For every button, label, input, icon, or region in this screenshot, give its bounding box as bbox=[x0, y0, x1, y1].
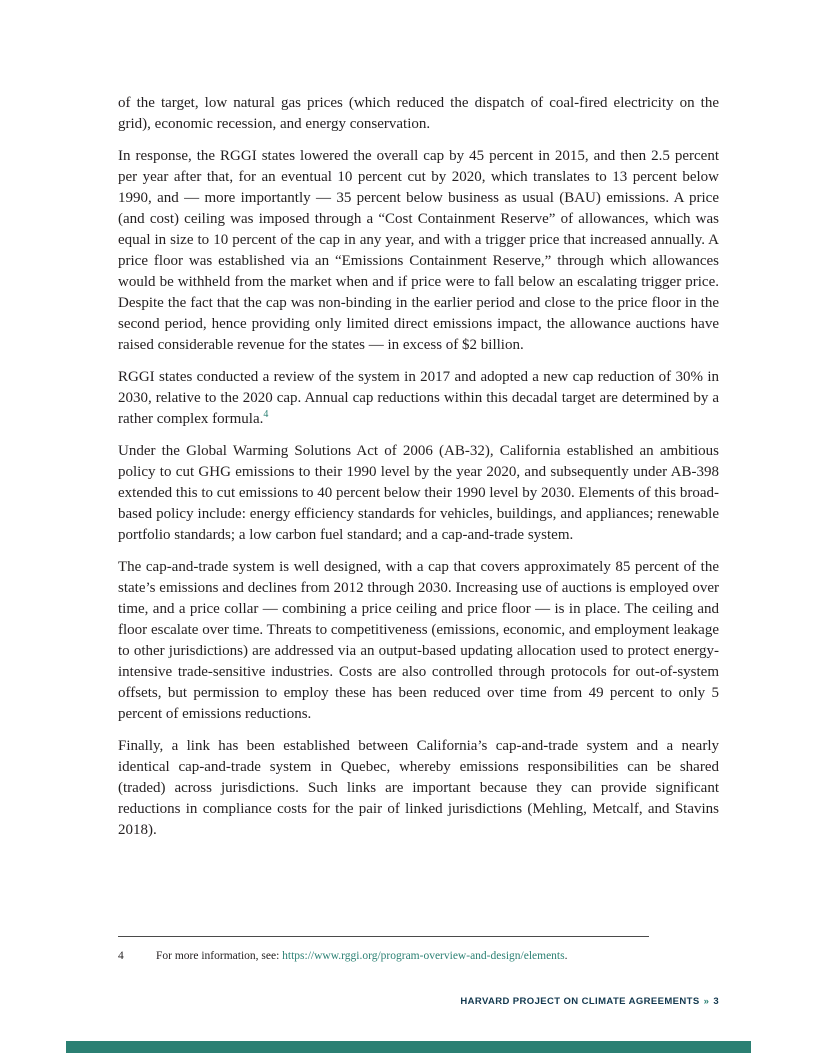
footnote-link[interactable]: https://www.rggi.org/program-overview-and-design/elements bbox=[282, 950, 565, 962]
footnote-text bbox=[156, 949, 567, 964]
paragraph bbox=[118, 367, 719, 430]
bottom-accent-bar bbox=[66, 1041, 751, 1053]
footnote-number: 4 bbox=[118, 950, 124, 962]
footnote-area bbox=[118, 930, 719, 964]
footnote bbox=[118, 949, 719, 964]
text-column bbox=[118, 93, 719, 852]
footer-separator-chevron: » bbox=[703, 996, 710, 1007]
footnote-ref: 4 bbox=[263, 409, 269, 420]
footer-page-number: 3 bbox=[713, 996, 719, 1007]
paragraph: In response, the RGGI states lowered the overall cap by 45 percent in 2015, and then 2.5 percent per year after that, for an eventual 10 percent cut by 2020, which translates to 13 percent below 1990, and — more importantly — 35 percent below business as usual (BAU) emissions. A price (and cost) ceiling was imposed through a “Cost Containment Reserve” of allowances, which was equal in size to 10 percent of the cap in any year, and with a trigger price that increased annually. A price floor was established via an “Emissions Containment Reserve,” through which allowances would be withheld from the market when and if price were to fall below an escalating trigger price. Despite the fact that the cap was non-binding in the earlier period and close to the price floor in the second period, hence providing only limited direct emissions impact, the allowance auctions have raised considerable revenue for the states — in excess of $2 billion. bbox=[118, 148, 719, 353]
footer-title: HARVARD PROJECT ON CLIMATE AGREEMENTS bbox=[460, 996, 700, 1007]
footnote-text-before: For more information, see: bbox=[156, 950, 283, 962]
footnote-text-after: . bbox=[564, 950, 568, 962]
paragraph-text: RGGI states conducted a review of the system in 2017 and adopted a new cap reduction of 30% in 2030, relative to the 2020 cap. Annual cap reductions within this decadal target are determined by a rather complex formula. bbox=[118, 369, 719, 427]
paragraph: Under the Global Warming Solutions Act of 2006 (AB-32), California established an ambitious policy to cut GHG emissions to their 1990 level by the year 2020, and subsequently under AB-398 extended this to cut emissions to 40 percent below their 1990 level by 2030. Elements of this broad-based policy include: energy efficiency standards for vehicles, buildings, and appliances; renewable portfolio standards; a low carbon fuel standard; and a cap-and-trade system. bbox=[118, 443, 719, 543]
page-footer bbox=[460, 996, 719, 1007]
paragraph: The cap-and-trade system is well designed, with a cap that covers approximately 85 percent of the state’s emissions and declines from 2012 through 2030. Increasing use of auctions is employed over time, and a price collar — combining a price ceiling and price floor — is in place. The ceiling and floor escalate over time. Threats to competitiveness (emissions, economic, and employment leakage to other jurisdictions) are addressed via an output-based updating allocation used to protect energy-intensive trade-sensitive industries. Costs are also controlled through protocols for out-of-system offsets, but permission to employ these has been reduced over time from 49 percent to only 5 percent of emissions reductions. bbox=[118, 559, 719, 722]
paragraph: Finally, a link has been established between California’s cap-and-trade system and a nearly identical cap-and-trade system in Quebec, whereby emissions responsibilities can be shared (traded) across jurisdictions. Such links are important because they can provide significant reductions in compliance costs for the pair of linked jurisdictions (Mehling, Metcalf, and Stavins 2018). bbox=[118, 738, 719, 838]
footnote-separator bbox=[118, 936, 649, 937]
paragraph: of the target, low natural gas prices (which reduced the dispatch of coal-fired electricity on the grid), economic recession, and energy conservation. bbox=[118, 95, 719, 132]
